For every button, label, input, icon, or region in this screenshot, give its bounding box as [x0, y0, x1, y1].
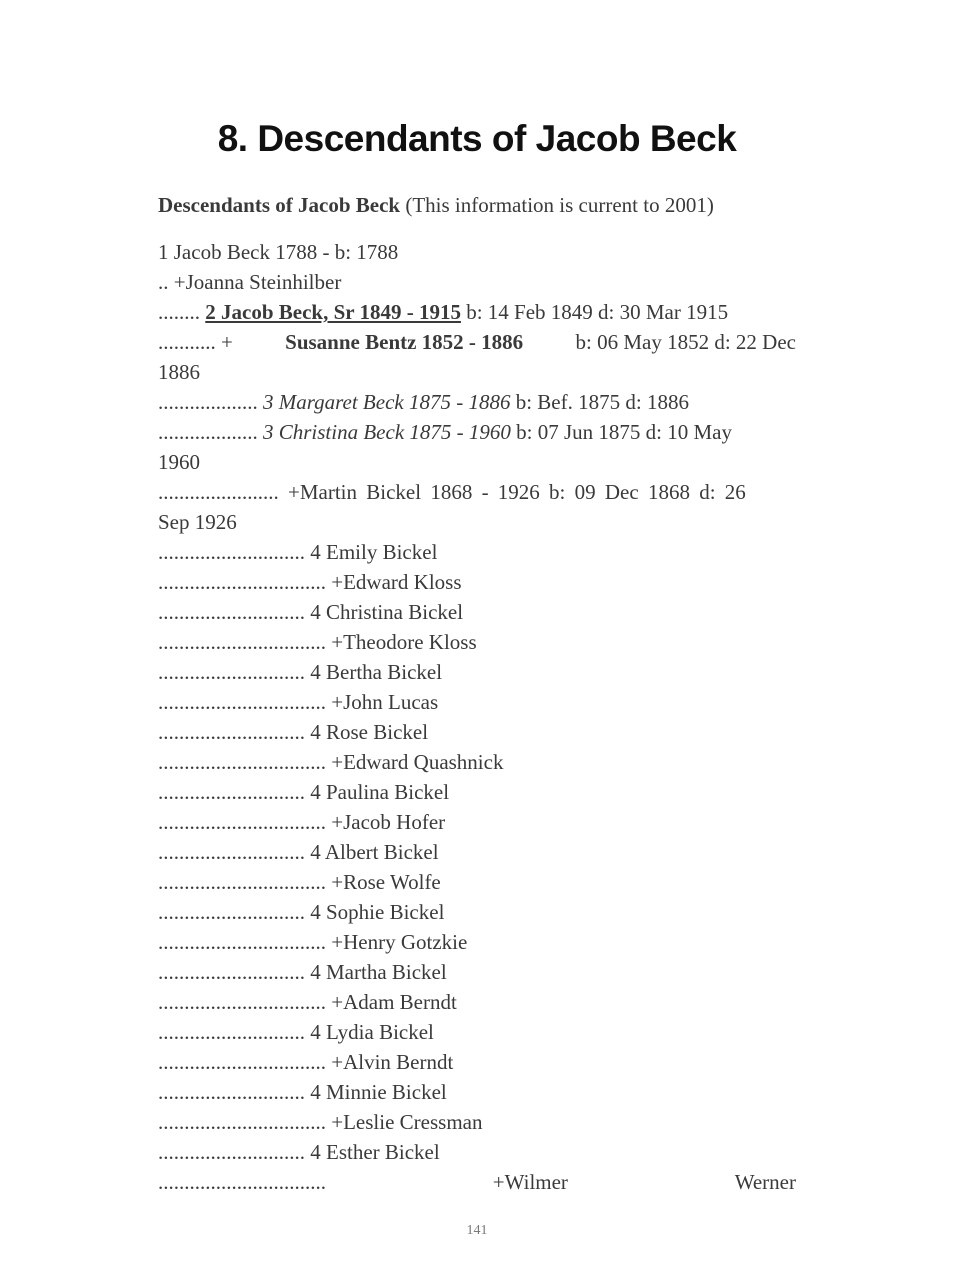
person-dates: b: 14 Feb 1849 d: 30 Mar 1915 — [460, 300, 729, 324]
list-item: ....................... +Martin Bickel 1868 - 1926 b: 09 Dec 1868 d: 26 — [158, 480, 746, 504]
list-item: ................................ +Alvin Berndt — [158, 1050, 454, 1074]
subtitle-bold: Descendants of Jacob Beck — [158, 193, 401, 217]
list-item: ................................ +Leslie Cressman — [158, 1110, 483, 1134]
indent-dots: ................................ — [158, 1170, 326, 1194]
descendant-list — [158, 237, 796, 1197]
list-item — [158, 1167, 796, 1197]
indent-dots: ................... — [158, 390, 263, 414]
person-name-margaret-beck: 3 Margaret Beck 1875 - 1886 — [263, 390, 511, 414]
list-item: ............................ 4 Paulina Bickel — [158, 780, 450, 804]
list-item: ............................ 4 Sophie Bickel — [158, 900, 445, 924]
list-item: ................................ +Edward Quashnick — [158, 750, 504, 774]
list-item: ............................ 4 Minnie Bickel — [158, 1080, 447, 1104]
person-dates: b: 06 May 1852 d: 22 Dec — [575, 330, 796, 354]
list-item: ................................ +Edward Kloss — [158, 570, 462, 594]
list-item: ............................ 4 Christina Bickel — [158, 600, 464, 624]
list-item — [158, 387, 796, 417]
list-item: ............................ 4 Bertha Bickel — [158, 660, 443, 684]
list-item — [158, 327, 796, 357]
page-title: 8. Descendants of Jacob Beck — [217, 118, 737, 159]
list-item: ................................ +Adam Berndt — [158, 990, 457, 1014]
person-dates: b: Bef. 1875 d: 1886 — [510, 390, 689, 414]
list-item: ................................ +John Lucas — [158, 690, 439, 714]
list-item: .. +Joanna Steinhilber — [158, 270, 342, 294]
subtitle-note: (This information is current to 2001) — [400, 193, 714, 217]
list-item: 1 Jacob Beck 1788 - b: 1788 — [158, 240, 399, 264]
list-item: ................................ +Henry Gotzkie — [158, 930, 468, 954]
person-link-jacob-beck-sr[interactable]: 2 Jacob Beck, Sr 1849 - 1915 — [205, 300, 461, 324]
list-item: ............................ 4 Martha Bickel — [158, 960, 447, 984]
list-item: ............................ 4 Rose Bickel — [158, 720, 429, 744]
list-item — [158, 417, 796, 447]
person-dates: b: 07 Jun 1875 d: 10 May — [510, 420, 732, 444]
list-item — [158, 297, 796, 327]
list-item: ............................ 4 Albert Bickel — [158, 840, 439, 864]
indent-dots: ................... — [158, 420, 263, 444]
page-number: 141 — [466, 1223, 488, 1238]
indent-dots: ........... + — [158, 330, 233, 354]
person-name-susanne-bentz: Susanne Bentz 1852 - 1886 — [285, 330, 524, 354]
spouse-last-name: Werner — [734, 1170, 796, 1194]
list-item: ................................ +Rose Wolfe — [158, 870, 441, 894]
list-item: ................................ +Jacob Hofer — [158, 810, 446, 834]
person-name-christina-beck: 3 Christina Beck 1875 - 1960 — [263, 420, 511, 444]
spouse-first-name: +Wilmer — [492, 1170, 568, 1194]
list-item: ............................ 4 Lydia Bickel — [158, 1020, 434, 1044]
indent-dots: ........ — [158, 300, 206, 324]
list-item: ............................ 4 Emily Bickel — [158, 540, 438, 564]
list-item-continuation: 1960 — [158, 450, 200, 474]
list-item: ................................ +Theodore Kloss — [158, 630, 477, 654]
list-item-continuation: 1886 — [158, 360, 200, 384]
list-item-continuation: Sep 1926 — [158, 510, 237, 534]
report-subtitle — [158, 191, 798, 219]
list-item: ............................ 4 Esther Bickel — [158, 1140, 440, 1164]
